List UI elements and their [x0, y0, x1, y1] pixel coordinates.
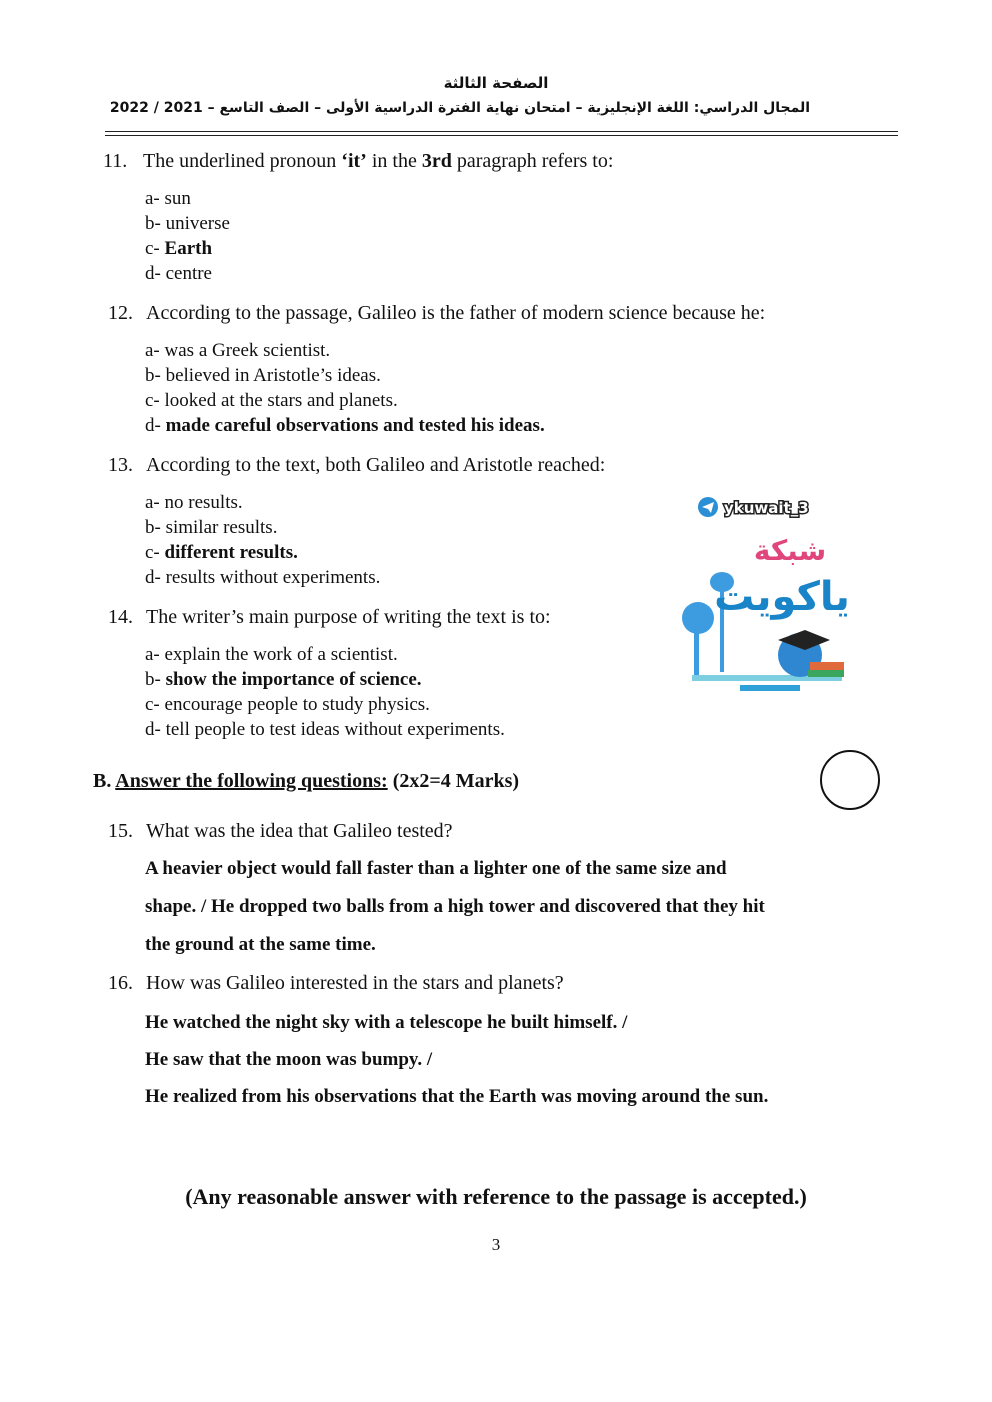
telegram-handle: ykuwait_3: [724, 499, 809, 517]
question-15: 15. What was the idea that Galileo tested?: [108, 820, 453, 842]
option-d: d- tell people to test ideas without experiments.: [145, 719, 505, 740]
question-12: 12. According to the passage, Galileo is the father of modern science because he:: [108, 302, 766, 324]
logo-arabic-line2: ياكويت: [714, 574, 850, 620]
option-b: b- universe: [145, 213, 230, 234]
answer-15-line-3: the ground at the same time.: [145, 934, 376, 955]
question-number: 12.: [108, 302, 133, 324]
option-b: b- similar results.: [145, 517, 278, 538]
answer-16-line-2: He saw that the moon was bumpy. /: [145, 1049, 433, 1070]
score-circle: [820, 750, 880, 810]
option-c: c- encourage people to study physics.: [145, 694, 430, 715]
logo-arabic-line1: شبكة: [753, 534, 827, 567]
option-d: d- results without experiments.: [145, 567, 381, 588]
logo-graphic: [670, 490, 870, 710]
answer-15-line-1: A heavier object would fall faster than a lighter one of the same size and: [145, 858, 727, 879]
question-number: 14.: [108, 606, 133, 628]
question-number: 13.: [108, 454, 133, 476]
option-d-correct: d- made careful observations and tested his ideas.: [145, 415, 545, 436]
option-a: a- explain the work of a scientist.: [145, 644, 398, 665]
question-14: 14. The writer’s main purpose of writing the text is to:: [108, 606, 551, 628]
question-number: 16.: [108, 972, 133, 994]
question-16: 16. How was Galileo interested in the stars and planets?: [108, 972, 564, 994]
question-13: 13. According to the text, both Galileo and Aristotle reached:: [108, 454, 606, 476]
header-divider-top: [105, 131, 898, 132]
answer-16-line-1: He watched the night sky with a telescope he built himself. /: [145, 1012, 628, 1033]
grading-note: (Any reasonable answer with reference to the passage is accepted.): [185, 1184, 807, 1209]
question-number: 15.: [108, 820, 133, 842]
question-number: 11.: [103, 150, 128, 172]
option-c-correct: c- Earth: [145, 238, 213, 259]
page-title-arabic: الصفحة الثالثة: [443, 74, 549, 92]
header-divider-bottom: [105, 135, 898, 136]
option-a: a- was a Greek scientist.: [145, 340, 331, 361]
question-11: 11. The underlined pronoun ‘it’ in the 3rd paragraph refers to:: [103, 150, 614, 172]
page-number: 3: [491, 1235, 501, 1254]
section-b-title: Answer the following questions:: [115, 770, 388, 792]
option-c: c- looked at the stars and planets.: [145, 390, 398, 411]
section-b-heading: B. Answer the following questions: (2x2=4 Marks): [93, 770, 520, 792]
option-b: b- believed in Aristotle’s ideas.: [145, 365, 381, 386]
option-d: d- centre: [145, 263, 212, 284]
answer-15-line-2: shape. / He dropped two balls from a high tower and discovered that they hit: [145, 896, 765, 917]
exam-subtitle-arabic: المجال الدراسي: اللغة الإنجليزية – امتحان نهاية الفترة الدراسية الأولى – الصف التاسع – 2021 / 2022: [109, 100, 811, 116]
option-a: a- sun: [145, 188, 191, 209]
option-a: a- no results.: [145, 492, 243, 513]
option-b-correct: b- show the importance of science.: [145, 669, 422, 690]
answer-16-line-3: He realized from his observations that the Earth was moving around the sun.: [145, 1086, 769, 1107]
option-c-correct: c- different results.: [145, 542, 298, 563]
ykuwait-logo: [670, 490, 870, 710]
section-b-marks: (2x2=4 Marks): [392, 770, 520, 792]
